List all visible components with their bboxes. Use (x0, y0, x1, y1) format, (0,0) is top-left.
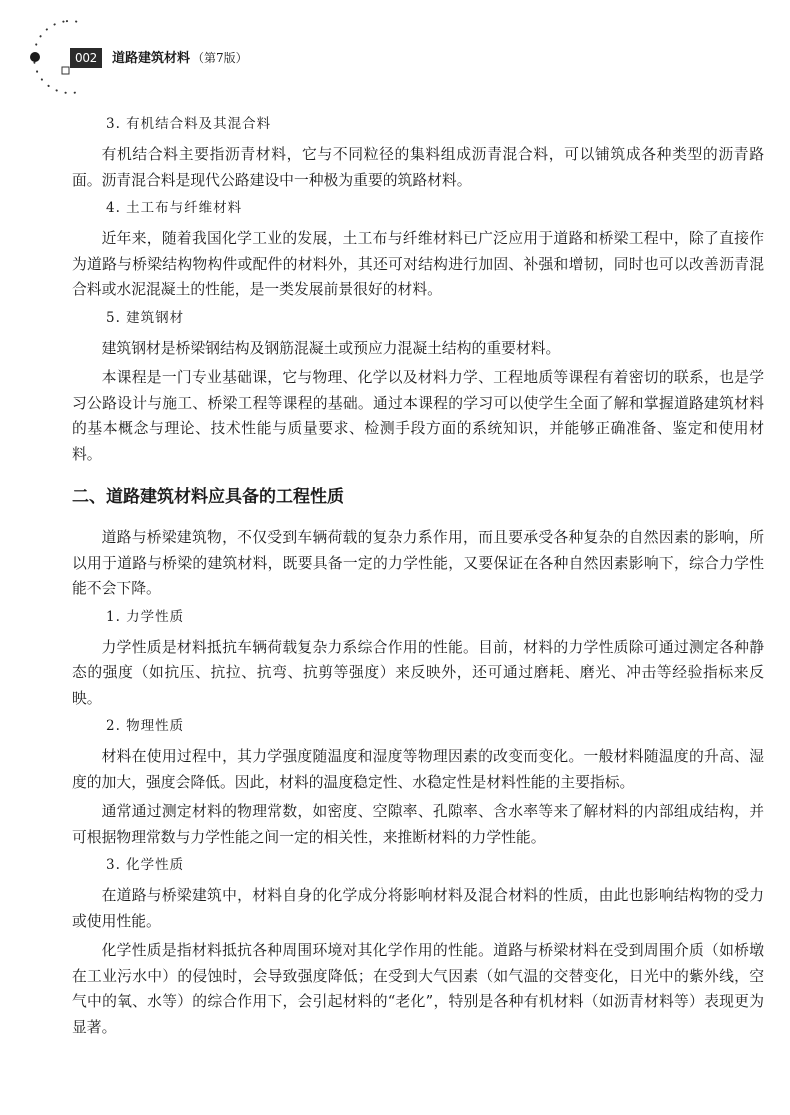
subheading-physical: 2. 物理性质 (106, 718, 185, 734)
paragraph: 材料在使用过程中，其力学强度随温度和湿度等物理因素的改变而变化。一般材料随温度的升高、湿度的加大，强度会降低。因此，材料的温度稳定性、水稳定性是材料性能的主要指标。 (72, 748, 764, 791)
subheading-steel: 5. 建筑钢材 (106, 309, 185, 326)
running-title (112, 47, 248, 70)
subheading-geotextile: 4. 土工布与纤维材料 (106, 200, 243, 216)
section-heading: 二、道路建筑材料应具备的工程性质 (72, 487, 344, 507)
book-title: 道路建筑材料 (112, 51, 191, 66)
bullet-dot (30, 52, 40, 62)
subheading-mechanical: 1. 力学性质 (106, 608, 185, 625)
header-ornament (0, 0, 120, 110)
book-edition: （第7版） (192, 51, 248, 65)
page-body (72, 113, 764, 1044)
paragraph: 近年来，随着我国化学工业的发展，土工布与纤维材料已广泛应用于道路和桥梁工程中，除了直接作为道路与桥梁结构物构件或配件的材料外，其还可对结构进行加固、补强和增韧，同时也可以改善沥青混合料或水泥混凝土的性能，是一类发展前景很好的材料。 (72, 230, 764, 298)
page-header (0, 0, 790, 110)
paragraph: 有机结合料主要指沥青材料，它与不同粒径的集料组成沥青混合料，可以铺筑成各种类型的沥青路面。沥青混合料是现代公路建设中一种极为重要的筑路材料。 (72, 146, 764, 189)
paragraph: 本课程是一门专业基础课，它与物理、化学以及材料力学、工程地质等课程有着密切的联系，也是学习公路设计与施工、桥梁工程等课程的基础。通过本课程的学习可以使学生全面了解和掌握道路建筑材料的基本概念与理论、技术性能与质量要求、检测手段方面的系统知识，并能够正确准备、鉴定和使用材料。 (72, 369, 764, 463)
paragraph: 道路与桥梁建筑物，不仅受到车辆荷载的复杂力系作用，而且要承受各种复杂的自然因素的影响，所以用于道路与桥梁的建筑材料，既要具备一定的力学性能，又要保证在各种自然因素影响下，综合力学性能不会下降。 (72, 529, 764, 597)
small-square-marker (62, 67, 69, 74)
paragraph: 通常通过测定材料的物理常数，如密度、空隙率、孔隙率、含水率等来了解材料的内部组成结构，并可根据物理常数与力学性能之间一定的相关性，来推断材料的力学性能。 (72, 803, 764, 846)
subheading-organic-binder: 3. 有机结合料及其混合料 (106, 116, 272, 132)
subheading-chemical: 3. 化学性质 (106, 857, 185, 873)
paragraph: 力学性质是材料抵抗车辆荷载复杂力系综合作用的性能。目前，材料的力学性质除可通过测定各种静态的强度（如抗压、抗拉、抗弯、抗剪等强度）来反映外，还可通过磨耗、磨光、冲击等经验指标来反映。 (72, 638, 764, 707)
page-number: 002 (70, 48, 102, 68)
paragraph: 在道路与桥梁建筑中，材料自身的化学成分将影响材料及混合材料的性质，由此也影响结构物的受力或使用性能。 (72, 887, 764, 930)
paragraph: 化学性质是指材料抵抗各种周围环境对其化学作用的性能。道路与桥梁材料在受到周围介质（如桥墩在工业污水中）的侵蚀时，会导致强度降低；在受到大气因素（如气温的交替变化，日光中的紫外线，空气中的氧、水等）的综合作用下，会引起材料的“老化”，特别是各种有机材料（如沥青材料等）表现更为显著。 (72, 942, 764, 1036)
paragraph: 建筑钢材是桥梁钢结构及钢筋混凝土或预应力混凝土结构的重要材料。 (101, 339, 561, 357)
